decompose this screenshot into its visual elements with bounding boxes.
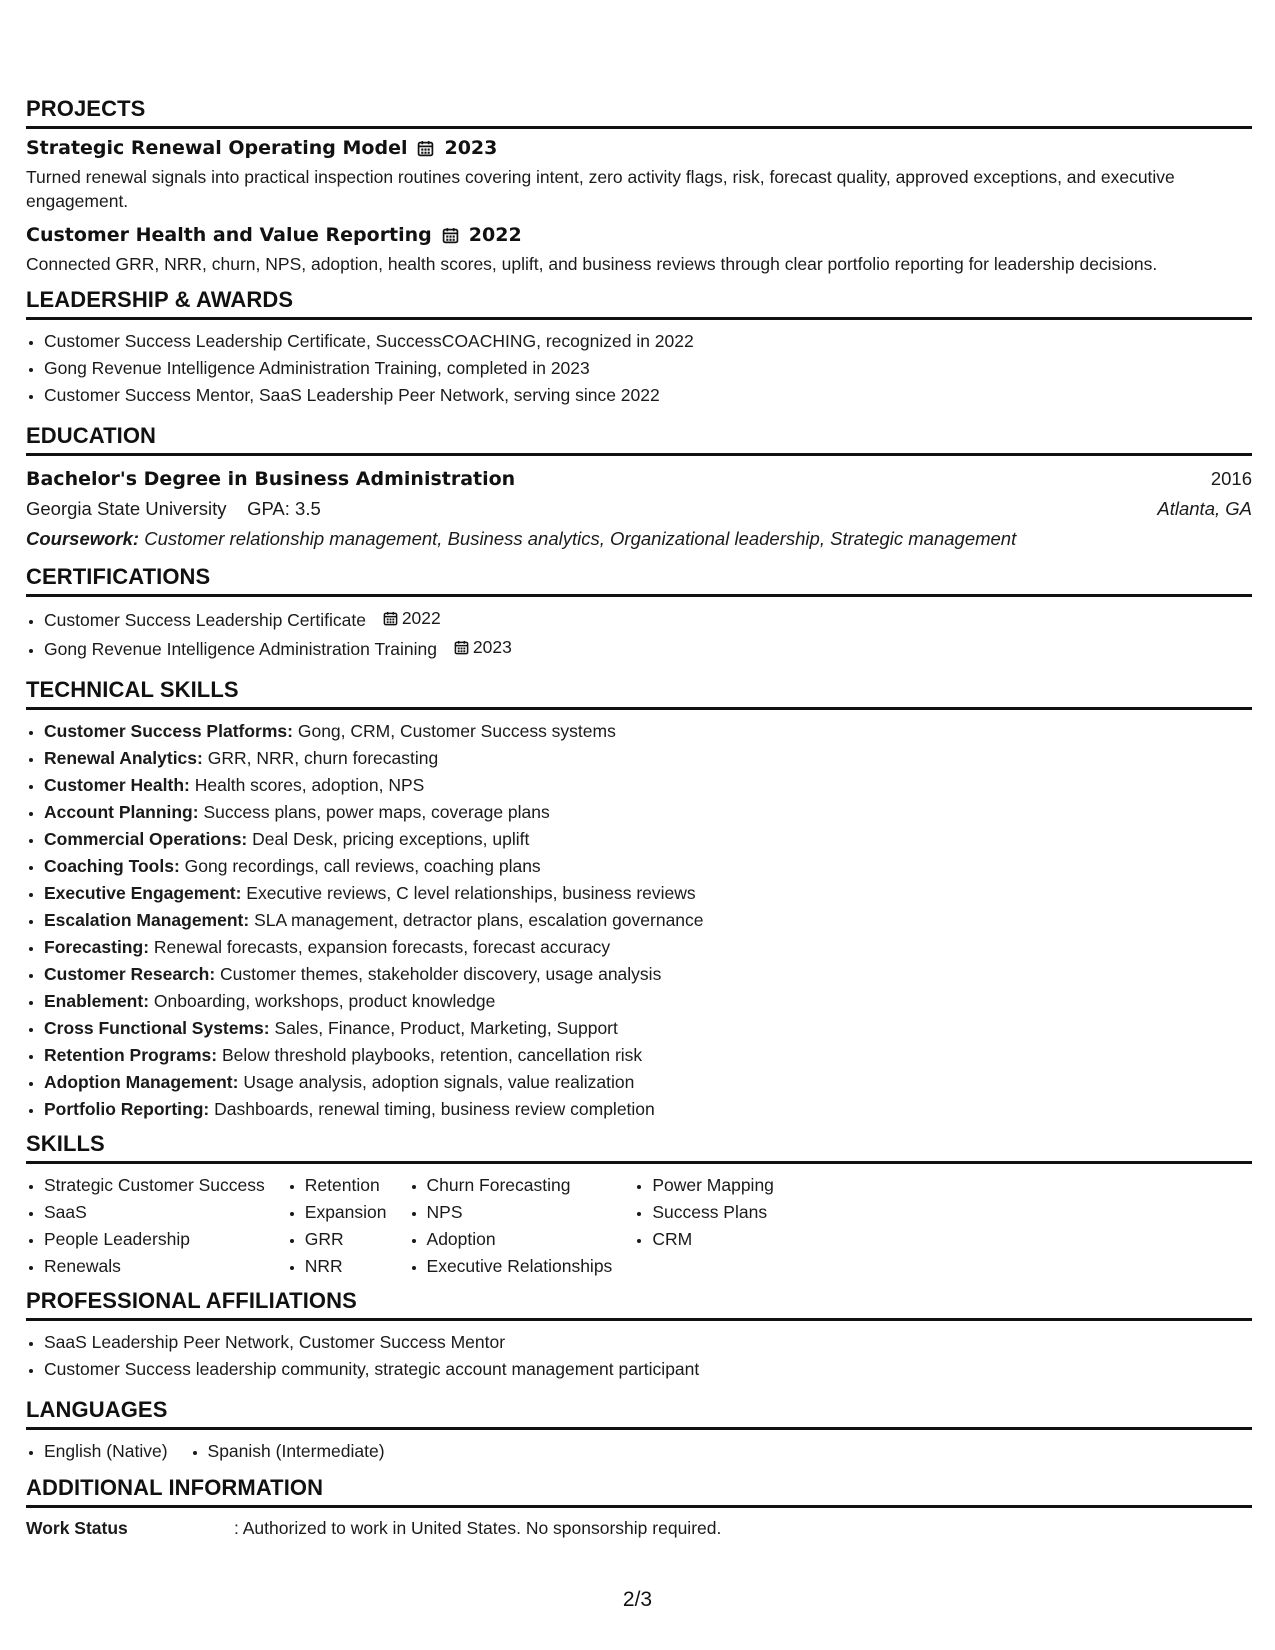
project-name: Strategic Renewal Operating Model [26, 137, 408, 159]
page-number: 2/3 [622, 1588, 653, 1611]
project-year: 2022 [468, 224, 522, 246]
technical-skill-item [44, 1096, 1252, 1123]
skill-item: • Power Mapping [652, 1172, 774, 1199]
languages-section [26, 1397, 1252, 1465]
certifications-section [26, 564, 1252, 663]
certification-name: Gong Revenue Intelligence Administration Training [44, 639, 438, 659]
technical-skill-item [44, 907, 1252, 934]
skills-column [26, 1172, 265, 1280]
technical-skill-item [44, 988, 1252, 1015]
list-item: • SaaS Leadership Peer Network, Customer Success Mentor [44, 1329, 1252, 1356]
skill-item: • NRR [305, 1253, 387, 1280]
certification-year: 2023 [472, 637, 512, 657]
skill-values: Gong recordings, call reviews, coaching plans [184, 856, 541, 876]
leadership-section [26, 287, 1252, 409]
skill-item: • SaaS [44, 1199, 265, 1226]
resume-page [26, 96, 1252, 1548]
technical-skill-item [44, 1042, 1252, 1069]
section-title-skills: SKILLS [26, 1131, 1252, 1164]
calendar-icon [383, 611, 398, 626]
skill-category: Retention Programs: [44, 1045, 218, 1065]
technical-skill-item [44, 1015, 1252, 1042]
section-title-certifications: CERTIFICATIONS [26, 564, 1252, 597]
skill-values: Sales, Finance, Product, Marketing, Support [274, 1018, 618, 1038]
skill-category: Customer Health: [44, 775, 190, 795]
skill-category: Executive Engagement: [44, 883, 242, 903]
skills-column [287, 1172, 387, 1280]
skill-category: Portfolio Reporting: [44, 1099, 210, 1119]
coursework-label: Coursework: [26, 528, 140, 549]
skill-values: Success plans, power maps, coverage plans [203, 802, 550, 822]
certification-year: 2022 [401, 608, 441, 628]
calendar-icon [417, 140, 434, 157]
skill-values: Gong, CRM, Customer Success systems [297, 721, 616, 741]
skill-item: • Expansion [305, 1199, 387, 1226]
project-item [26, 224, 1252, 276]
technical-skill-item [44, 745, 1252, 772]
skill-item: • NPS [427, 1199, 613, 1226]
technical-skill-item [44, 799, 1252, 826]
skills-section [26, 1131, 1252, 1280]
skill-values: Onboarding, workshops, product knowledge [153, 991, 496, 1011]
technical-skill-item [44, 826, 1252, 853]
skill-category: Customer Research: [44, 964, 216, 984]
skill-values: Health scores, adoption, NPS [194, 775, 425, 795]
skills-column [409, 1172, 613, 1280]
technical-skill-item [44, 934, 1252, 961]
skill-values: Renewal forecasts, expansion forecasts, forecast accuracy [153, 937, 611, 957]
skill-item: • Retention [305, 1172, 387, 1199]
list-item [44, 634, 1252, 663]
section-title-languages: LANGUAGES [26, 1397, 1252, 1430]
additional-section [26, 1475, 1252, 1540]
skill-category: Adoption Management: [44, 1072, 239, 1092]
education-section [26, 423, 1252, 554]
list-item [44, 605, 1252, 634]
skill-category: Escalation Management: [44, 910, 250, 930]
technical-skill-item [44, 772, 1252, 799]
school-location: Atlanta, GA [1157, 498, 1252, 519]
section-title-technical-skills: TECHNICAL SKILLS [26, 677, 1252, 710]
technical-skill-item [44, 880, 1252, 907]
skill-category: Enablement: [44, 991, 150, 1011]
skill-values: Below threshold playbooks, retention, cancellation risk [221, 1045, 643, 1065]
skill-category: Coaching Tools: [44, 856, 180, 876]
coursework [26, 524, 1252, 554]
skill-values: Executive reviews, C level relationships, business reviews [246, 883, 696, 903]
skill-values: SLA management, detractor plans, escalation governance [254, 910, 704, 930]
project-name: Customer Health and Value Reporting [26, 224, 432, 246]
skill-values: Deal Desk, pricing exceptions, uplift [252, 829, 530, 849]
skill-category: Forecasting: [44, 937, 150, 957]
calendar-icon [454, 640, 469, 655]
school-name: Georgia State University [26, 498, 227, 519]
skill-item: • GRR [305, 1226, 387, 1253]
technical-skills-section [26, 677, 1252, 1123]
skill-item: • Success Plans [652, 1199, 774, 1226]
skill-item: • Strategic Customer Success [44, 1172, 265, 1199]
technical-skill-item [44, 718, 1252, 745]
skill-item: • CRM [652, 1226, 774, 1253]
list-item: • Customer Success Mentor, SaaS Leadership Peer Network, serving since 2022 [44, 382, 1252, 409]
skill-category: Account Planning: [44, 802, 199, 822]
skill-category: Commercial Operations: [44, 829, 248, 849]
degree-title: Bachelor's Degree in Business Administration [26, 468, 516, 490]
skill-values: Usage analysis, adoption signals, value realization [243, 1072, 635, 1092]
technical-skill-item [44, 1069, 1252, 1096]
project-description: Connected GRR, NRR, churn, NPS, adoption, health scores, uplift, and business reviews through clear portfolio reporting for leadership decisions. [26, 254, 1158, 274]
skill-category: Renewal Analytics: [44, 748, 203, 768]
graduation-year: 2016 [1210, 468, 1252, 489]
skill-item: • Adoption [427, 1226, 613, 1253]
skill-values: GRR, NRR, churn forecasting [207, 748, 439, 768]
section-title-affiliations: PROFESSIONAL AFFILIATIONS [26, 1288, 1252, 1321]
skills-column [634, 1172, 774, 1280]
gpa: GPA: 3.5 [247, 498, 321, 519]
work-status-value: : Authorized to work in United States. No sponsorship required. [234, 1518, 722, 1538]
affiliations-section [26, 1288, 1252, 1383]
work-status-row [26, 1516, 1252, 1540]
skill-item: • Executive Relationships [427, 1253, 613, 1280]
skill-item: • Churn Forecasting [427, 1172, 613, 1199]
skill-item: • Renewals [44, 1253, 265, 1280]
language-item: • Spanish (Intermediate) [208, 1438, 385, 1465]
list-item: • Customer Success Leadership Certificate, SuccessCOACHING, recognized in 2022 [44, 328, 1252, 355]
technical-skills-list [26, 718, 1252, 1123]
work-status-label: Work Status [26, 1518, 128, 1538]
technical-skill-item [44, 961, 1252, 988]
section-title-leadership: LEADERSHIP & AWARDS [26, 287, 1252, 320]
certification-name: Customer Success Leadership Certificate [44, 610, 366, 630]
project-description: Turned renewal signals into practical inspection routines covering intent, zero activity flags, risk, forecast quality, approved exceptions, and executive engagement. [26, 167, 1175, 211]
list-item: • Gong Revenue Intelligence Administration Training, completed in 2023 [44, 355, 1252, 382]
section-title-projects: PROJECTS [26, 96, 1252, 129]
skill-values: Dashboards, renewal timing, business review completion [214, 1099, 655, 1119]
technical-skill-item [44, 853, 1252, 880]
calendar-icon [442, 227, 459, 244]
projects-section [26, 96, 1252, 276]
certifications-list [26, 605, 1252, 663]
list-item: • Customer Success leadership community, strategic account management participant [44, 1356, 1252, 1383]
section-title-additional: ADDITIONAL INFORMATION [26, 1475, 1252, 1508]
leadership-list [26, 328, 1252, 409]
skill-values: Customer themes, stakeholder discovery, usage analysis [220, 964, 662, 984]
project-year: 2023 [444, 137, 498, 159]
section-title-education: EDUCATION [26, 423, 1252, 456]
coursework-list: Customer relationship management, Business analytics, Organizational leadership, Strategic management [144, 528, 1017, 549]
affiliations-list [26, 1329, 1252, 1383]
project-item [26, 137, 1252, 213]
skills-grid [26, 1172, 1252, 1280]
skill-item: • People Leadership [44, 1226, 265, 1253]
skill-category: Cross Functional Systems: [44, 1018, 270, 1038]
language-item: • English (Native) [44, 1438, 168, 1465]
skill-category: Customer Success Platforms: [44, 721, 293, 741]
